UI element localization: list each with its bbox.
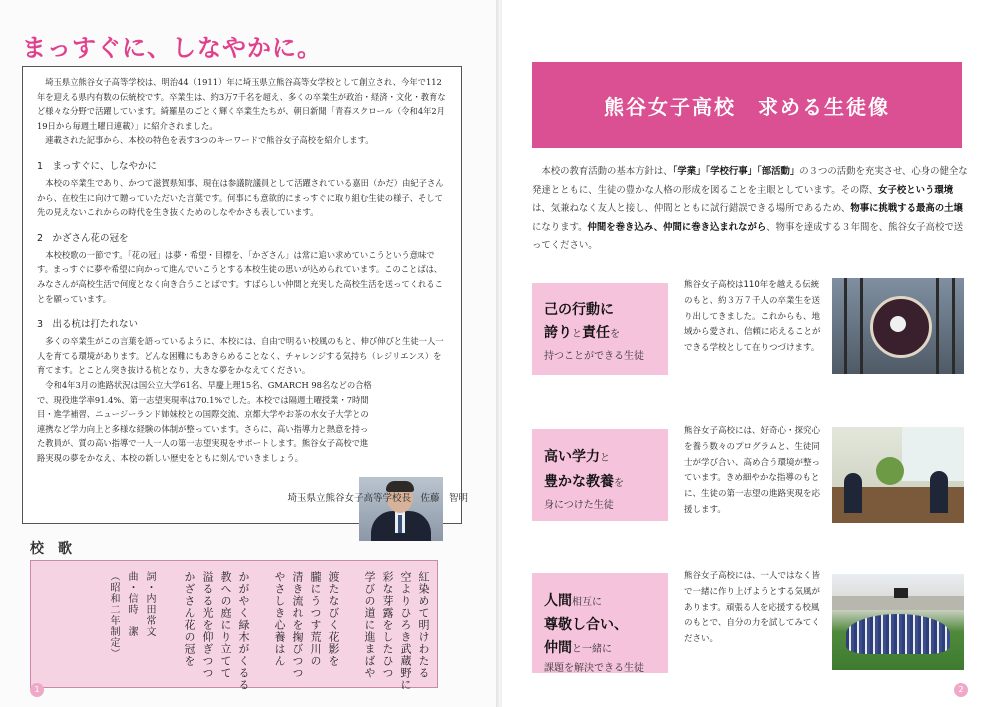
banner-title: 熊谷女子高校 求める生徒像 [604, 94, 890, 119]
intro-paragraph: 連載された記事から、本校の特色を表す3つのキーワードで熊谷女子高校を紹介します。 [45, 135, 374, 146]
school-song-title: 校 歌 [30, 541, 72, 557]
principal-signature: 埼玉県立熊谷女子高等学校長 佐藤 智明 [287, 493, 468, 504]
feature-description: 熊谷女子高校は110年を越える伝統のもと、約３万７千人の卒業生を送り出してきました。これからも、地域から愛され、信頼に応えることができる学校として在りつづけます。 [684, 280, 821, 354]
ideal-student-card-2: 高い学力と 豊かな教養を 身につけた生徒 [532, 429, 668, 521]
right-page [502, 0, 1000, 707]
song-credit: 曲・信時 潔 [126, 571, 137, 637]
policy-paragraph: 本校の教育活動の基本方針は、「学業」「学校行事」「部活動」の３つの活動を充実させ、心身の健全な発達とともに、生徒の豊かな人格の形成を図ることを主眼としています。その際、女子校という環境は、気兼ねなく友人と接し、仲間とともに試行錯誤できる場所であるため、物事に挑戦する最高の土壌になります。仲間を巻き込み、仲間に巻き込まれながら、物事を達成する３年間を、熊谷女子高校で送ってください。 [532, 166, 968, 252]
page-number: 2 [954, 683, 968, 697]
achievement-paragraph: 令和4年3月の進路状況は国公立大学61名、早慶上理15名、GMARCH 98名などの合格で、現役進学率91.4%、第一志望実現率は70.1%でした。本校では隔週土曜授業・7時間目・進学補習、ニュージーランド姉妹校との国際交流、京都大学やお茶の水女子大学との連携など学力向上と多様な経験の体制が整っています。さらに、高い指導力と熱意を持った教員が、質の高い指導で一人一人の第一志望実現をサポートします。熊谷女子高校で進路実現の夢をかなえ、本校の新しい歴史をともに刻んでいきましょう。 [37, 379, 372, 463]
song-line: やさしき心養はん [273, 571, 286, 667]
school-song-box [30, 560, 438, 691]
page-number: 1 [30, 683, 44, 697]
section-body: 本校校歌の一節です。「花の冠」は夢・希望・目標を、「かざさん」は常に追い求めていこうという意味です。まっすぐに夢や希望に向かって進んでいこうとする本校生徒の思いが込められています。このことばは、みなさんが高校生活で何度となく向き合うことばです。すばらしい仲間と充実した高校生活を送ってくれることを願っています。 [37, 249, 443, 304]
song-line: 朧にうつす荒川の [309, 571, 322, 667]
left-page [0, 0, 498, 707]
school-gate-photo [832, 278, 964, 374]
page-title: まっすぐに、しなやかに。 [22, 34, 322, 62]
sports-festival-photo [832, 574, 964, 670]
song-line: 渡たなびく花影を [327, 571, 340, 667]
ideal-student-card-1: 己の行動に 誇りと責任を 持つことができる生徒 [532, 283, 668, 375]
section-body: 多くの卒業生がこの言葉を語っているように、本校には、自由で明るい校風のもと、伸び伸びと生徒一人一人を育てる環境があります。どんな困難にもあきらめることなく、チャレンジする気持ち（レジリエンス）を育てます。とことん突き抜ける杭となり、大きな夢をかなえてください。 [37, 336, 444, 376]
intro-paragraph: 埼玉県立熊谷女子高等学校は、明治44（1911）年に埼玉県立熊谷高等女学校として創立され、今年で112年を迎える県内有数の伝統校です。卒業生は、約3万7千名を超え、多くの卒業生が政治・経済・文化・教育など様々な分野で活躍しています。綺羅星のごとく輝く卒業生たちが、朝日新聞「青春スクロール（令和4年2月19日から毎週土曜日連載）」に紹介されました。 [37, 77, 446, 131]
song-line: かがやく緑木がくるる [237, 571, 250, 691]
song-line: 清き流れを掬びつつ [291, 571, 304, 679]
song-line: 紅染めて明けわたる [417, 571, 430, 679]
students-studying-photo [832, 427, 964, 523]
song-line: 彩な芽露をしたひつ [381, 571, 394, 679]
song-line: 学びの道に進まばや [363, 571, 376, 679]
section-body: 本校の卒業生であり、かつて滋賀県知事、現在は参議院議員として活躍されている嘉田（かだ）由紀子さんから、在校生に向けて贈っていただいた言葉です。何事にも意欲的にまっすぐに取り組む生徒の様子、そして先の見えないこれからの時代を生き抜くためのしなやかさも表しています。 [37, 177, 444, 218]
section-heading: 1 まっすぐに、しなやかに [37, 160, 158, 172]
song-credit: （昭和二年制定） [108, 571, 119, 659]
section-heading: 2 かざさん花の冠を [37, 232, 129, 244]
song-line: 溢るる光を仰ぎつつ [201, 571, 214, 679]
title-banner [532, 62, 962, 148]
ideal-student-card-3: 人間相互に 尊敬し合い、 仲間と一緒に 課題を解決できる生徒 [532, 573, 668, 673]
song-line: 教への庭にり立てて [219, 571, 232, 679]
feature-description: 熊谷女子高校には、一人ではなく皆で一緒に作り上げようとする気風があります。頑張る人を応援する校風のもとで、自分の力を試してみてください。 [684, 571, 821, 645]
feature-description: 熊谷女子高校には、好奇心・探究心を養う数々のプログラムと、生徒同士が学び合い、高め合う環境が整っています。きめ細やかな指導のもとに、生徒の第一志望の進路実現を応援します。 [684, 426, 821, 515]
song-line: かざさん花の冠を [183, 571, 196, 667]
song-credit: 詞・内田常文 [144, 571, 155, 637]
intro-box [22, 66, 462, 524]
section-heading: 3 出る杭は打たれない [37, 319, 139, 331]
principal-photo [359, 477, 443, 541]
song-line: 空よりひろき武蔵野に [399, 571, 412, 691]
